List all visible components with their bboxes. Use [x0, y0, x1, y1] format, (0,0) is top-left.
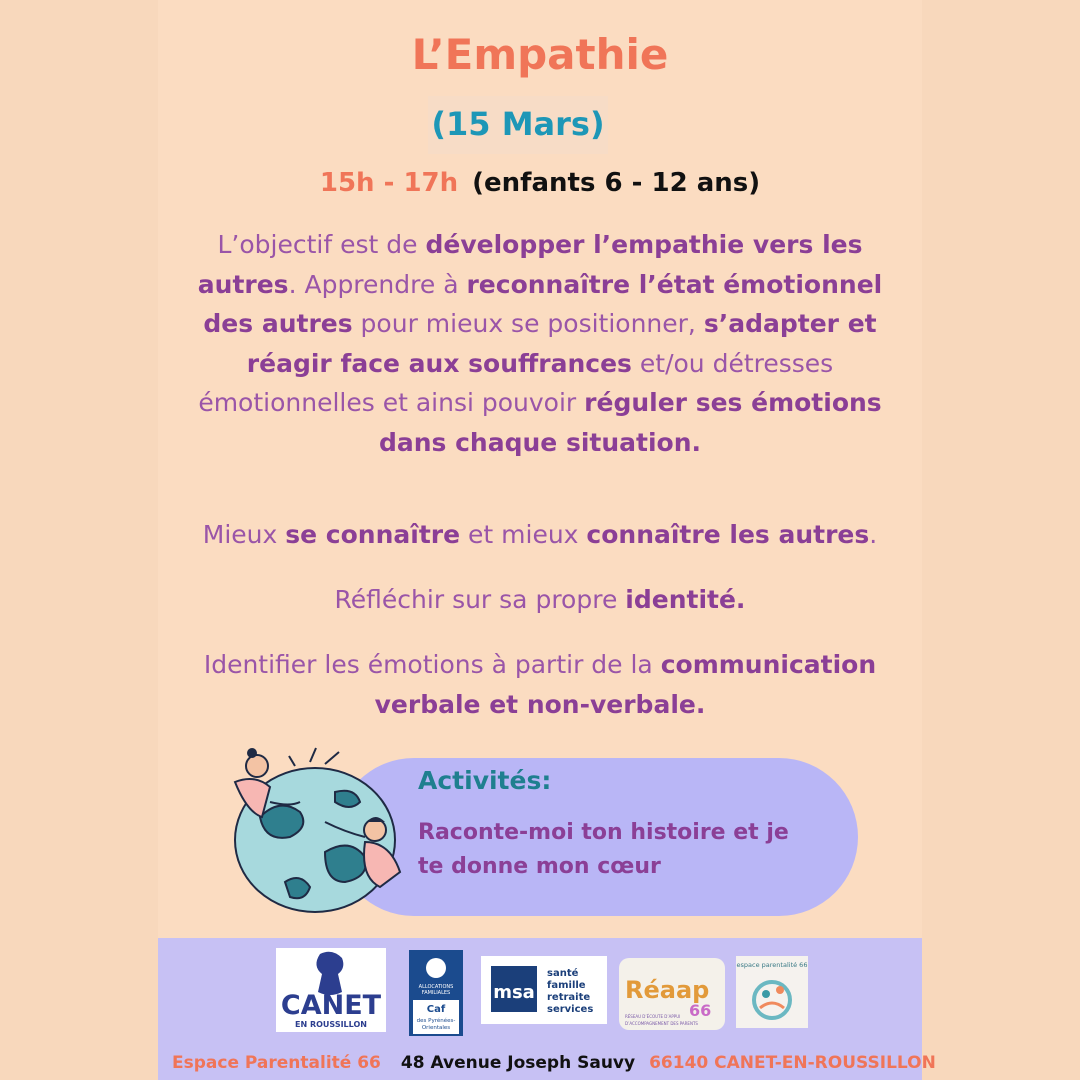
footer-address-line: [172, 1053, 936, 1073]
svg-text:retraite: retraite: [547, 992, 591, 1003]
body-text-run: Identifier les émotions à partir de la: [203, 650, 661, 679]
svg-text:espace parentalité 66: espace parentalité 66: [736, 961, 808, 969]
body-text-run: .: [869, 520, 878, 549]
svg-text:ALLOCATIONS: ALLOCATIONS: [418, 984, 454, 990]
emphasis-text: communication verbale et non-verbale.: [374, 650, 877, 719]
body-text-run: et mieux: [460, 520, 587, 549]
svg-text:famille: famille: [547, 980, 586, 991]
body-text-run: L’objectif est de: [217, 230, 426, 259]
body-text-run: Mieux: [202, 520, 286, 549]
emphasis-text: réguler ses émotions dans chaque situation.: [378, 388, 882, 457]
emphasis-text: se connaître: [285, 520, 461, 549]
svg-text:Orientales: Orientales: [421, 1025, 451, 1031]
body-text-run: Réfléchir sur sa propre: [334, 585, 626, 614]
event-audience: (enfants 6 - 12 ans): [472, 168, 761, 198]
svg-text:RÉSEAU D’ÉCOUTE D’APPUI: RÉSEAU D’ÉCOUTE D’APPUI: [625, 1014, 681, 1019]
objective-paragraph: [190, 225, 890, 462]
espace-parentalite-logo: [736, 956, 808, 1028]
svg-text:santé: santé: [547, 968, 579, 979]
svg-text:CANET: CANET: [280, 990, 382, 1021]
emphasis-text: reconnaître l’état émotionnel des autres: [203, 269, 883, 338]
svg-text:msa: msa: [493, 982, 535, 1003]
reaap-logo: [619, 958, 725, 1030]
event-hours: 15h - 17h: [319, 168, 459, 198]
schedule-line: [0, 168, 1080, 198]
emphasis-text: développer l’empathie vers les autres: [197, 230, 863, 299]
page-title: L’Empathie: [411, 30, 669, 79]
footer-street: 48 Avenue Joseph Sauvy: [400, 1053, 636, 1073]
canet-logo: [276, 948, 386, 1032]
activities-description: Raconte-moi ton histoire et je te donne mon cœur: [418, 820, 789, 879]
svg-text:des Pyrénées-: des Pyrénées-: [416, 1018, 456, 1024]
svg-text:services: services: [547, 1004, 594, 1015]
footer-city: 66140 CANET-EN-ROUSSILLON: [649, 1053, 936, 1073]
activities-title: Activités:: [418, 766, 552, 795]
caf-logo: [409, 950, 463, 1036]
know-paragraph: [190, 515, 890, 555]
svg-text:EN ROUSSILLON: EN ROUSSILLON: [295, 1020, 367, 1029]
svg-text:D’ACCOMPAGNEMENT DES PARENTS: D’ACCOMPAGNEMENT DES PARENTS: [625, 1021, 698, 1026]
communication-paragraph: [190, 645, 890, 724]
body-text-run: et/ou détresses émotionnelles et ainsi pouvoir: [198, 348, 834, 417]
body-text-run: . Apprendre à: [288, 269, 467, 299]
footer-organisation: Espace Parentalité 66: [172, 1053, 381, 1073]
svg-text:Réaap: Réaap: [625, 976, 710, 1004]
globe-hug-illustration: [215, 742, 415, 917]
svg-text:66: 66: [689, 1001, 712, 1020]
emphasis-text: identité.: [625, 585, 746, 614]
emphasis-text: s’adapter et réagir face aux souffrances: [246, 309, 877, 378]
event-date: (15 Mars): [428, 96, 608, 154]
msa-logo: [481, 956, 607, 1024]
emphasis-text: connaître les autres: [586, 520, 870, 549]
identity-paragraph: [190, 580, 890, 620]
svg-text:FAMILIALES: FAMILIALES: [421, 990, 451, 996]
body-text-run: pour mieux se positionner,: [352, 309, 704, 338]
svg-text:Caf: Caf: [426, 1004, 446, 1015]
